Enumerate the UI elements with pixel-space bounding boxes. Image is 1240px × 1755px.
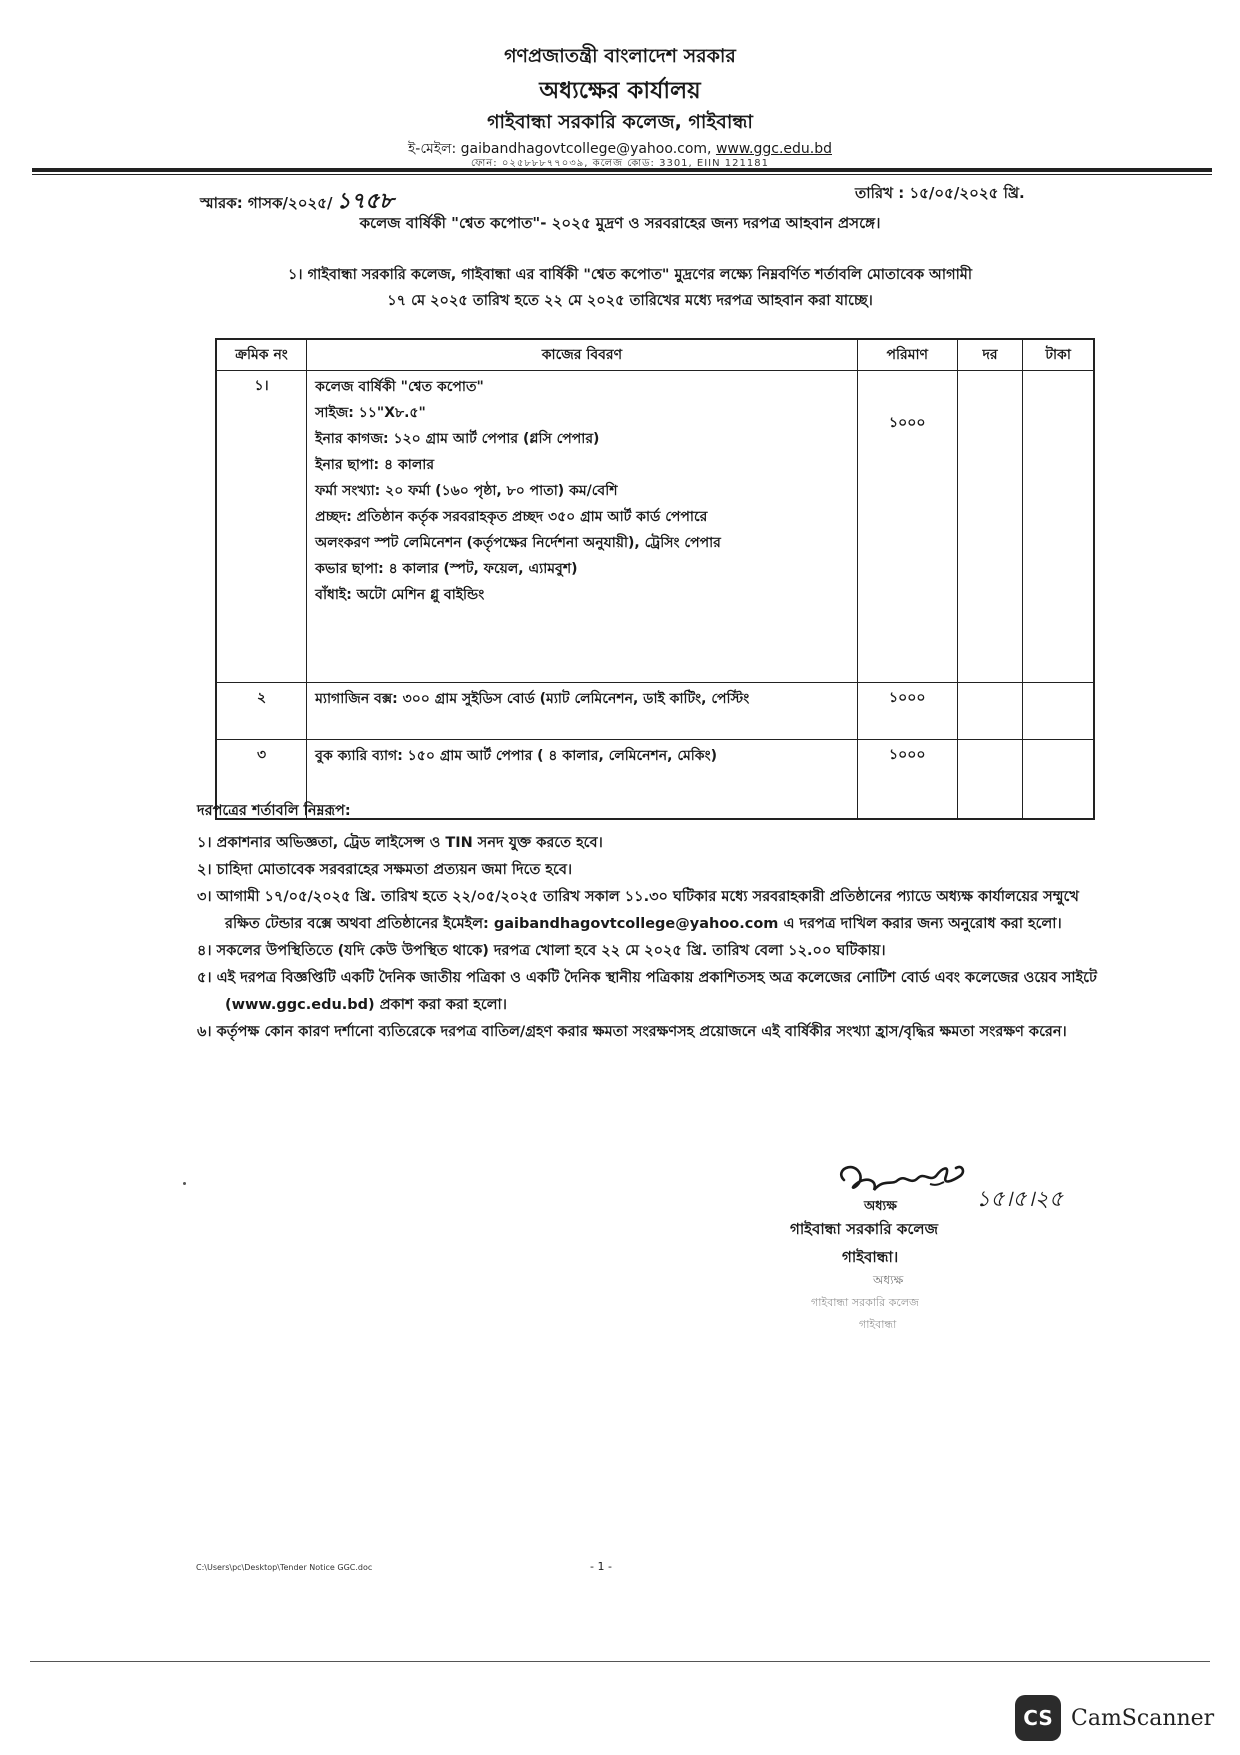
- desc-line: সাইজ: ১১"X৮.৫": [315, 405, 426, 421]
- desc-line: ইনার কাগজ: ১২০ গ্রাম আর্ট পেপার (গ্লসি পেপার): [315, 431, 600, 447]
- desc-line: প্রচ্ছদ: প্রতিষ্ঠান কর্তৃক সরবরাহকৃত প্রচ্ছদ ৩৫০ গ্রাম আর্ট কার্ড পেপারে: [315, 509, 708, 525]
- camscanner-watermark: [1015, 1695, 1214, 1741]
- desc-line: ইনার ছাপা: ৪ কালার: [315, 457, 435, 473]
- header-rate: দর: [957, 339, 1022, 371]
- desc-line: অলংকরণ স্পট লেমিনেশন (কর্তৃপক্ষের নির্দেশনা অনুযায়ী), ট্রেসিং পেপার: [315, 535, 721, 551]
- cell-description: [307, 683, 858, 740]
- handwritten-signature: [826, 1150, 1106, 1220]
- office-seal-stamp: [801, 1266, 1001, 1340]
- term-item: ৪। সকলের উপস্থিতিতে (যদি কেউ উপস্থিত থাকে) দরপত্র খোলা হবে ২২ মে ২০২৫ খ্রি. তারিখ বেলা ১২.০০ ঘটিকায়।: [197, 943, 886, 959]
- scan-speck: [183, 1182, 186, 1185]
- term-item: ১। প্রকাশনার অভিজ্ঞতা, ট্রেড লাইসেন্স ও TIN সনদ যুক্ত করতে হবে।: [197, 835, 603, 851]
- memo-label: স্মারক: গাসক/২০২৫/: [200, 194, 333, 212]
- cell-serial: ২: [216, 683, 307, 740]
- contact-line: ফোন: ০২৫৮৮৮৭৭০৩৯, কলেজ কোড: 3301, EIIN 121181: [471, 158, 769, 169]
- cell-amount: [1023, 371, 1094, 683]
- terms-heading: দরপত্রের শর্তাবলি নিম্নরূপ:: [197, 803, 351, 819]
- header-quantity: পরিমাণ: [857, 339, 957, 371]
- header-rule-thick: [32, 168, 1212, 172]
- office-title: অধ্যক্ষের কার্যালয়: [539, 78, 701, 104]
- website-link[interactable]: www.ggc.edu.bd: [715, 141, 832, 157]
- intro-line-1: ১। গাইবান্ধা সরকারি কলেজ, গাইবান্ধা এর বার্ষিকী "শ্বেত কপোত" মুদ্রণের লক্ষ্যে নিম্নবর্ণিত শর্তাবলি মোতাবেক আগামী: [287, 267, 973, 283]
- memo-date: তারিখ : ১৫/০৫/২০২৫ খ্রি.: [855, 184, 1025, 202]
- signature-institution: গাইবান্ধা সরকারি কলেজ: [790, 1220, 939, 1238]
- stamp-line: অধ্যক্ষ: [873, 1273, 904, 1287]
- desc-line: ম্যাগাজিন বক্স: ৩০০ গ্রাম সুইডিস বোর্ড (ম্যাট লেমিনেশন, ডাই কাটিং, পেস্টিং: [315, 691, 750, 707]
- term-item: ৩। আগামী ১৭/০৫/২০২৫ খ্রি. তারিখ হতে ২২/০৫/২০২৫ তারিখ সকাল ১১.৩০ ঘটিকার মধ্যে সরবরাহকারী প্রতিষ্ঠানের প্যাডে অধ্যক্ষ কার্যালয়ের সম্মুখে রক্ষিত টেন্ডার বক্সে অথবা প্রতিষ্ঠানের ইমেইল: gaibandhagovtcollege@yahoo.com এ দরপত্র দাখিল করার জন্য অনুরোধ করা হলো।: [197, 889, 1079, 932]
- email-text: ই-মেইল: gaibandhagovtcollege@yahoo.com,: [407, 141, 716, 157]
- camscanner-logo-icon: CS: [1015, 1695, 1061, 1741]
- signature-place: গাইবান্ধা।: [842, 1248, 899, 1266]
- desc-line: বাঁধাই: অটো মেশিন গ্লু বাইন্ডিং: [315, 587, 485, 603]
- cell-quantity: ১০০০: [857, 371, 957, 683]
- footer-file-path: C:\Users\pc\Desktop\Tender Notice GGC.doc: [196, 1563, 373, 1572]
- memo-number-handwritten: ১৭৫৮: [336, 188, 394, 214]
- cell-amount: [1023, 683, 1094, 740]
- table-row: [216, 683, 1094, 740]
- work-table: [215, 338, 1095, 820]
- subject-line: কলেজ বার্ষিকী "শ্বেত কপোত"- ২০২৫ মুদ্রণ ও সরবরাহের জন্য দরপত্র আহবান প্রসঙ্গে।: [359, 214, 881, 232]
- desc-line: কলেজ বার্ষিকী "শ্বেত কপোত": [315, 379, 484, 395]
- desc-line: বুক ক্যারি ব্যাগ: ১৫০ গ্রাম আর্ট পেপার ( ৪ কালার, লেমিনেশন, মেকিং): [315, 748, 718, 764]
- signature-title: অধ্যক্ষ: [864, 1199, 897, 1214]
- intro-line-2: ১৭ মে ২০২৫ তারিখ হতে ২২ মে ২০২৫ তারিখের মধ্যে দরপত্র আহবান করা যাচ্ছে।: [387, 293, 873, 309]
- college-name: গাইবান্ধা সরকারি কলেজ, গাইবান্ধা: [487, 111, 753, 133]
- stamp-line: গাইবান্ধা: [859, 1318, 897, 1331]
- header-rule-thin: [32, 174, 1212, 175]
- cell-quantity: ১০০০: [857, 740, 957, 820]
- government-title: গণপ্রজাতন্ত্রী বাংলাদেশ সরকার: [504, 45, 736, 67]
- cell-rate: [957, 371, 1022, 683]
- header-amount: টাকা: [1023, 339, 1094, 371]
- signature-date-handwritten: ১৫।৫।২৫: [976, 1187, 1064, 1212]
- term-item: ২। চাহিদা মোতাবেক সরবরাহের সক্ষমতা প্রত্যয়ন জমা দিতে হবে।: [197, 862, 573, 878]
- cell-serial: ১।: [216, 371, 307, 683]
- intro-paragraph: [200, 262, 1060, 314]
- camscanner-name: CamScanner: [1071, 1705, 1215, 1731]
- header-description: কাজের বিবরণ: [307, 339, 858, 371]
- stamp-line: গাইবান্ধা সরকারি কলেজ: [811, 1296, 919, 1309]
- cell-quantity: ১০০০: [857, 683, 957, 740]
- cell-rate: [957, 683, 1022, 740]
- cell-description: [307, 371, 858, 683]
- header-serial: ক্রমিক নং: [216, 339, 307, 371]
- terms-section: [197, 800, 1097, 1046]
- term-item: ৬। কর্তৃপক্ষ কোন কারণ দর্শানো ব্যতিরেকে দরপত্র বাতিল/গ্রহণ করার ক্ষমতা সংরক্ষণসহ প্রয়োজনে এই বার্ষিকীর সংখ্যা হ্রাস/বৃদ্ধির ক্ষমতা সংরক্ষণ করেন।: [197, 1024, 1067, 1040]
- table-row: [216, 371, 1094, 683]
- scan-bottom-edge: [30, 1661, 1210, 1662]
- cell-serial: ৩: [216, 740, 307, 820]
- term-item: ৫। এই দরপত্র বিজ্ঞপ্তিটি একটি দৈনিক জাতীয় পত্রিকা ও একটি দৈনিক স্থানীয় পত্রিকায় প্রকাশিতসহ অত্র কলেজের নোটিশ বোর্ড এবং কলেজের ওয়েব সাইটে (www.ggc.edu.bd) প্রকাশ করা করা হলো।: [197, 970, 1097, 1013]
- footer-page-number: - 1 -: [590, 1560, 612, 1573]
- desc-line: ফর্মা সংখ্যা: ২০ ফর্মা (১৬০ পৃষ্ঠা, ৮০ পাতা) কম/বেশি: [315, 483, 618, 499]
- table-header-row: [216, 339, 1094, 371]
- desc-line: কভার ছাপা: ৪ কালার (স্পট, ফয়েল, এ্যামবুশ): [315, 561, 578, 577]
